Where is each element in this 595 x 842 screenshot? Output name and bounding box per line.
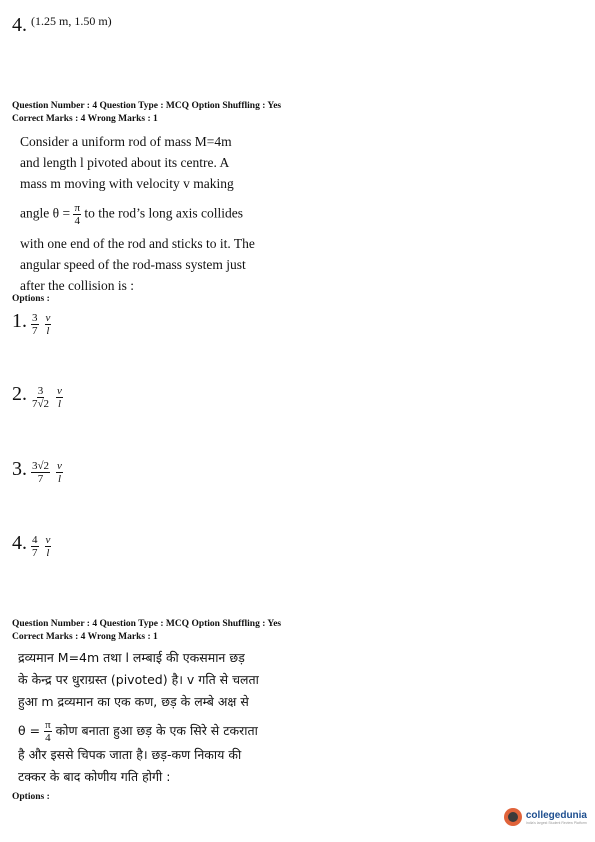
options-label-hi: Options : <box>12 792 50 802</box>
option-numerator: 3 <box>32 312 38 324</box>
question-line: angular speed of the rod-mass system just <box>20 257 246 272</box>
option-denominator-2: l <box>57 398 62 410</box>
option-number: 2. <box>12 383 27 405</box>
angle-fraction <box>73 202 81 227</box>
angle-denominator: 4 <box>45 732 51 744</box>
angle-fraction <box>44 719 52 744</box>
angle-denominator: 4 <box>74 215 80 227</box>
question-angle-pre: θ = <box>18 723 41 738</box>
option-number: 3. <box>12 458 27 480</box>
watermark-logo <box>504 808 587 826</box>
question-angle-line <box>18 719 288 744</box>
option-numerator-2: v <box>45 312 51 324</box>
question-meta-line1: Question Number : 4 Question Type : MCQ Option Shuffling : Yes <box>12 619 282 629</box>
option-numerator-2: v <box>57 460 62 472</box>
question-line: द्रव्यमान M=4m तथा l लम्बाई की एकसमान छड़ <box>18 650 245 665</box>
option-denominator-2: l <box>46 547 50 559</box>
option-4[interactable] <box>12 532 51 559</box>
question-angle-post: to the rod’s long axis collides <box>84 205 243 221</box>
question-line: टक्कर के बाद कोणीय गति होगी : <box>18 769 171 784</box>
question-line: के केन्द्र पर धुराग्रस्त (pivoted) है। v गति से चलता <box>18 672 259 687</box>
graduate-icon <box>504 808 522 826</box>
previous-answer <box>12 14 112 37</box>
option-number: 1. <box>12 310 27 332</box>
option-2[interactable] <box>12 383 63 410</box>
question-line: and length l pivoted about its centre. A <box>20 155 230 170</box>
option-denominator-2: l <box>57 473 62 485</box>
option-denominator-2: l <box>46 325 50 337</box>
question-line: with one end of the rod and sticks to it. The <box>20 236 255 251</box>
question-angle-line <box>20 202 280 227</box>
question-line: हुआ m द्रव्यमान का एक कण, छड़ के लम्बे अक्ष से <box>18 694 249 709</box>
option-denominator: 7 <box>37 473 44 485</box>
options-label: Options : <box>12 294 50 304</box>
option-denominator: 7√2 <box>32 398 50 410</box>
previous-answer-number: 4. <box>12 14 27 36</box>
question-angle-pre: angle θ = <box>20 205 71 221</box>
option-number: 4. <box>12 532 27 554</box>
option-numerator: 4 <box>32 534 38 546</box>
option-denominator: 7 <box>32 325 38 337</box>
question-text-en <box>20 131 280 296</box>
brand-name: collegedunia <box>525 809 587 821</box>
previous-answer-value: (1.25 m, 1.50 m) <box>31 14 112 28</box>
option-1[interactable] <box>12 310 51 337</box>
option-numerator: 3 <box>37 385 44 397</box>
question-line: Consider a uniform rod of mass M=4m <box>20 134 232 149</box>
brand-tagline: India's largest Student Review Platform <box>525 820 587 825</box>
option-3[interactable] <box>12 458 63 485</box>
question-line: after the collision is : <box>20 278 134 293</box>
option-denominator: 7 <box>32 547 38 559</box>
option-numerator: 3√2 <box>32 460 50 472</box>
option-numerator-2: v <box>45 534 51 546</box>
question-angle-post: कोण बनाता हुआ छड़ के एक सिरे से टकराता <box>55 723 258 738</box>
question-meta-line2: Correct Marks : 4 Wrong Marks : 1 <box>12 114 158 124</box>
question-meta-line1: Question Number : 4 Question Type : MCQ Option Shuffling : Yes <box>12 101 282 111</box>
question-meta-en <box>12 100 281 126</box>
angle-numerator: π <box>45 719 51 731</box>
angle-numerator: π <box>74 202 81 214</box>
question-line: mass m moving with velocity v making <box>20 176 234 191</box>
option-numerator-2: v <box>57 385 62 397</box>
question-line: है और इससे चिपक जाता है। छड़-कण निकाय की <box>18 747 242 762</box>
question-meta-line2: Correct Marks : 4 Wrong Marks : 1 <box>12 632 158 642</box>
question-meta-hi <box>12 618 281 644</box>
question-text-hi <box>18 647 288 788</box>
